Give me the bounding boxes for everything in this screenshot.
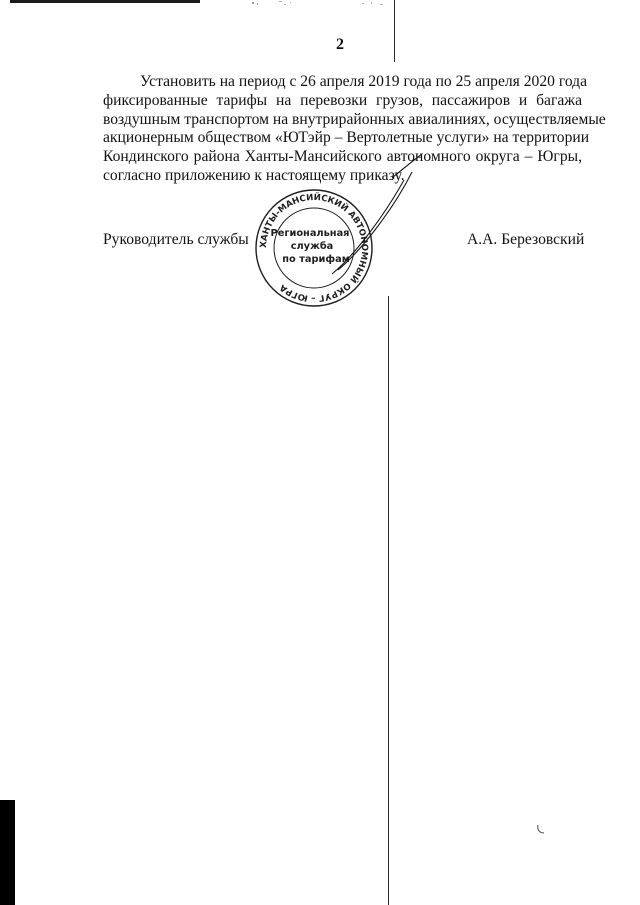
- order-paragraph: [103, 73, 606, 186]
- paragraph-line: Кондинского района Ханты-Мансийского автономного округа – Югры,: [103, 148, 582, 166]
- scan-edge-bar: [10, 0, 200, 3]
- paragraph-line: акционерным обществом «ЮТэйр – Вертолетные услуги» на территории: [103, 129, 590, 147]
- paragraph-line: воздушным транспортом на внутрирайонных авиалиниях, осуществляемые: [103, 110, 606, 128]
- paragraph-line: фиксированные тарифы на перевозки грузов, пассажиров и багажа: [103, 91, 582, 109]
- paragraph-line: согласно приложению к настоящему приказу.: [103, 166, 405, 184]
- signer-name: А.А. Березовский: [467, 231, 585, 248]
- scan-edge-left-bar: [0, 800, 15, 905]
- scan-line-top: [394, 0, 395, 62]
- scan-specks: [230, 0, 400, 8]
- scan-line-vertical: [388, 296, 389, 905]
- seal-center-line-3: по тарифам: [282, 254, 350, 265]
- seal-center-line-2: служба: [290, 241, 334, 252]
- official-seal: [244, 186, 384, 306]
- seal-ring-text-path: ХАНТЫ-МАНСИЙСКИЙ АВТОНОМНЫЙ ОКРУГ – ЮГРА: [258, 192, 370, 304]
- page-number: 2: [336, 36, 344, 53]
- paragraph-line: Установить на период с 26 апреля 2019 года по 25 апреля 2020 года: [140, 73, 588, 90]
- signer-title: Руководитель службы: [103, 231, 249, 248]
- seal-center-line-1: Региональная: [270, 228, 350, 239]
- scan-mark: [535, 822, 549, 836]
